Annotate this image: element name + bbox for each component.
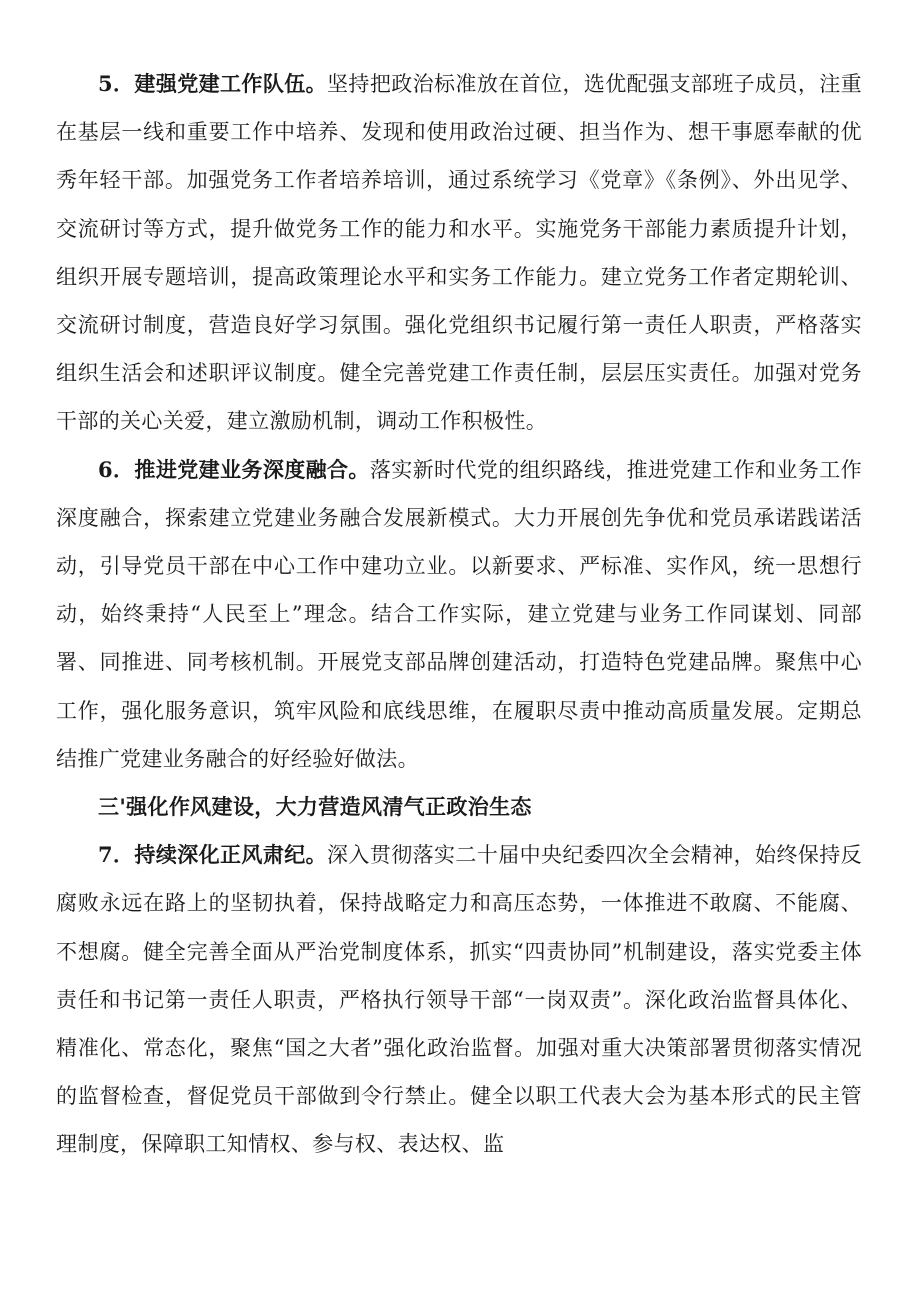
paragraph-7-lead: 7．持续深化正风肃纪。 [98, 842, 328, 868]
paragraph-7-text: 深入贯彻落实二十届中央纪委四次全会精神，始终保持反腐败永远在路上的坚韧执着，保持战略定力和高压态势，一体推进不敢腐、不能腐、不想腐。健全完善全面从严治党制度体系，抓实“四责协同”机制建设，落实党委主体责任和书记第一责任人职责，严格执行领导干部“一岗双责”。深化政治监督具体化、精准化、常态化，聚焦“国之大者”强化政治监督。加强对重大决策部署贯彻落实情况的监督检查，督促党员干部做到令行禁止。健全以职工代表大会为基本形式的民主管理制度，保障职工知情权、参与权、表达权、监 [56, 843, 863, 1157]
section-heading-3: 三'强化作风建设，大力营造风清气正政治生态 [98, 794, 532, 820]
paragraph-5 [56, 60, 862, 446]
paragraph-6 [56, 446, 862, 783]
paragraph-5-text: 坚持把政治标准放在首位，选优配强支部班子成员，注重在基层一线和重要工作中培养、发现和使用政治过硬、担当作为、想干事愿奉献的优秀年轻干部。加强党务工作者培养培训，通过系统学习《党章》《条例》、外出见学、交流研讨等方式，提升做党务工作的能力和水平。实施党务干部能力素质提升计划，组织开展专题培训，提高政策理论水平和实务工作能力。建立党务工作者定期轮训、交流研讨制度，营造良好学习氛围。强化党组织书记履行第一责任人职责，严格落实组织生活会和述职评议制度。健全完善党建工作责任制，层层压实责任。加强对党务干部的关心关爱，建立激励机制，调动工作积极性。 [56, 72, 863, 434]
paragraph-5-lead: 5．建强党建工作队伍。 [98, 71, 328, 96]
paragraph-6-text: 落实新时代党的组织路线，推进党建工作和业务工作深度融合，探索建立党建业务融合发展新模式。大力开展创先争优和党员承诺践诺活动，引导党员干部在中心工作中建功立业。以新要求、严标准、实作风，统一思想行动，始终秉持“人民至上”理念。结合工作实际，建立党建与业务工作同谋划、同部署、同推进、同考核机制。开展党支部品牌创建活动，打造特色党建品牌。聚焦中心工作，强化服务意识，筑牢风险和底线思维，在履职尽责中推动高质量发展。定期总结推广党建业务融合的好经验好做法。 [56, 457, 862, 771]
paragraph-7 [56, 831, 862, 1168]
paragraph-6-lead: 6．推进党建业务深度融合。 [98, 456, 370, 482]
